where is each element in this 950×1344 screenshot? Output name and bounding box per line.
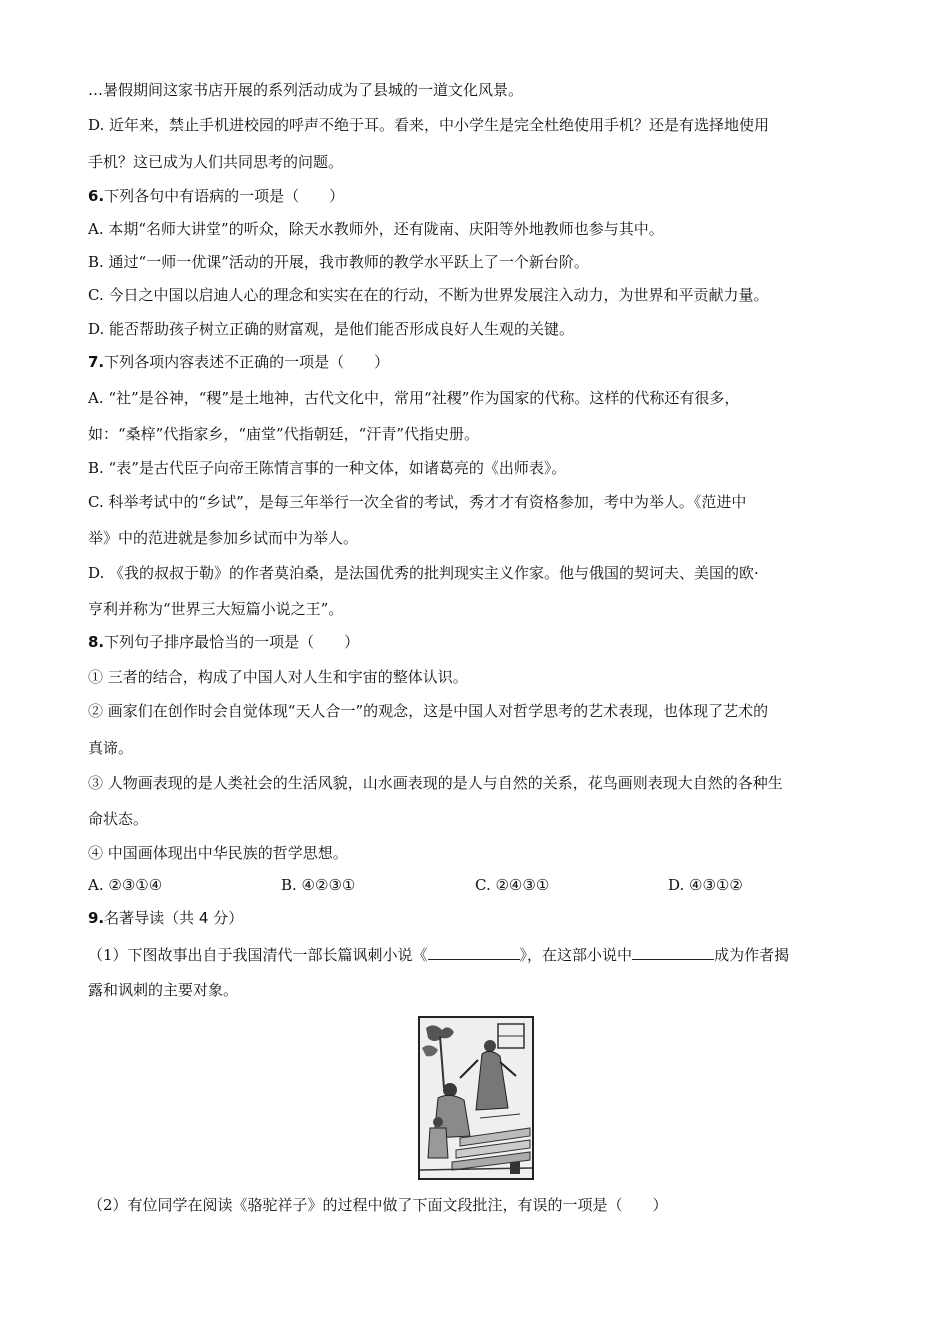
q8-option-a: A. ②③①④ — [88, 876, 163, 894]
q7-option-d-line2: 亨利并称为“世界三大短篇小说之王”。 — [88, 600, 344, 618]
q6-option-d: D. 能否帮助孩子树立正确的财富观，是他们能否形成良好人生观的关键。 — [88, 320, 575, 338]
target-blank — [632, 944, 714, 960]
q7-option-b: B. “表”是古代臣子向帝王陈情言事的一种文体，如诸葛亮的《出师表》。 — [88, 459, 567, 477]
q9-part1-line2: 露和讽刺的主要对象。 — [88, 981, 239, 999]
q7-option-d-line1: D. 《我的叔叔于勒》的作者莫泊桑，是法国优秀的批判现实主义作家。他与俄国的契诃夫、美国的欧· — [88, 564, 759, 582]
q6-option-a: A. 本期“名师大讲堂”的听众，除天水教师外，还有陇南、庆阳等外地教师也参与其中。 — [88, 220, 664, 238]
q9-part1-prefix: （1）下图故事出自于我国清代一部长篇讽刺小说《 — [88, 946, 428, 964]
q6-stem — [88, 186, 344, 206]
line-3: 手机？这已成为人们共同思考的问题。 — [88, 153, 344, 171]
q8-stem — [88, 632, 359, 652]
woodblock-illustration — [418, 1016, 534, 1180]
q8-sentence-3-line1: ③ 人物画表现的是人类社会的生活风貌，山水画表现的是人与自然的关系，花鸟画则表现大自然的各种生 — [88, 774, 783, 792]
q8-sentence-2-line1: ② 画家们在创作时会自觉体现“天人合一”的观念，这是中国人对哲学思考的艺术表现，也体现了艺术的 — [88, 702, 769, 720]
q8-text: 下列句子排序最恰当的一项是（ ） — [104, 633, 360, 651]
q9-part1-middle: 》，在这部小说中 — [519, 946, 633, 964]
q8-sentence-2-line2: 真谛。 — [88, 739, 134, 757]
q7-number: 7. — [88, 353, 105, 371]
q8-sentence-4: ④ 中国画体现出中华民族的哲学思想。 — [88, 844, 348, 862]
q7-option-c-line1: C. 科举考试中的“乡试”，是每三年举行一次全省的考试，秀才才有资格参加，考中为举人。《范进中 — [88, 493, 747, 511]
q6-option-b: B. 通过“一师一优课”活动的开展，我市教师的教学水平跃上了一个新台阶。 — [88, 253, 589, 271]
q8-number: 8. — [88, 633, 105, 651]
q8-option-d: D. ④③①② — [668, 876, 743, 894]
q9-stem — [88, 908, 243, 928]
q7-option-a-line1: A. “社”是谷神，“稷”是土地神，古代文化中，常用“社稷”作为国家的代称。这样的代称还有很多， — [88, 389, 740, 407]
line-2: D. 近年来，禁止手机进校园的呼声不绝于耳。看来，中小学生是完全杜绝使用手机？还是有选择地使用 — [88, 116, 770, 134]
q7-option-c-line2: 举》中的范进就是参加乡试而中为举人。 — [88, 529, 359, 547]
q7-option-a-line2: 如：“桑梓”代指家乡，“庙堂”代指朝廷，“汗青”代指史册。 — [88, 425, 480, 443]
line-1: …暑假期间这家书店开展的系列活动成为了县城的一道文化风景。 — [88, 81, 524, 99]
novel-title-blank — [428, 944, 520, 960]
q9-part1-line1 — [88, 944, 789, 965]
q8-option-c: C. ②④③① — [475, 876, 550, 894]
q8-sentence-3-line2: 命状态。 — [88, 810, 149, 828]
q7-stem — [88, 352, 389, 372]
q6-text: 下列各句中有语病的一项是（ ） — [104, 187, 345, 205]
q9-part1-suffix: 成为作者揭 — [714, 946, 790, 964]
q6-option-c: C. 今日之中国以启迪人心的理念和实实在在的行动，不断为世界发展注入动力，为世界和平贡献力量。 — [88, 286, 769, 304]
q9-text: 名著导读（共 4 分） — [104, 909, 244, 927]
q7-text: 下列各项内容表述不正确的一项是（ ） — [104, 353, 390, 371]
illustration-drawing — [420, 1018, 532, 1178]
q8-sentence-1: ① 三者的结合，构成了中国人对人生和宇宙的整体认识。 — [88, 668, 468, 686]
q9-part2: （2）有位同学在阅读《骆驼祥子》的过程中做了下面文段批注，有误的一项是（ ） — [88, 1196, 668, 1214]
q6-number: 6. — [88, 187, 105, 205]
q8-option-b: B. ④②③① — [281, 876, 356, 894]
q9-number: 9. — [88, 909, 105, 927]
